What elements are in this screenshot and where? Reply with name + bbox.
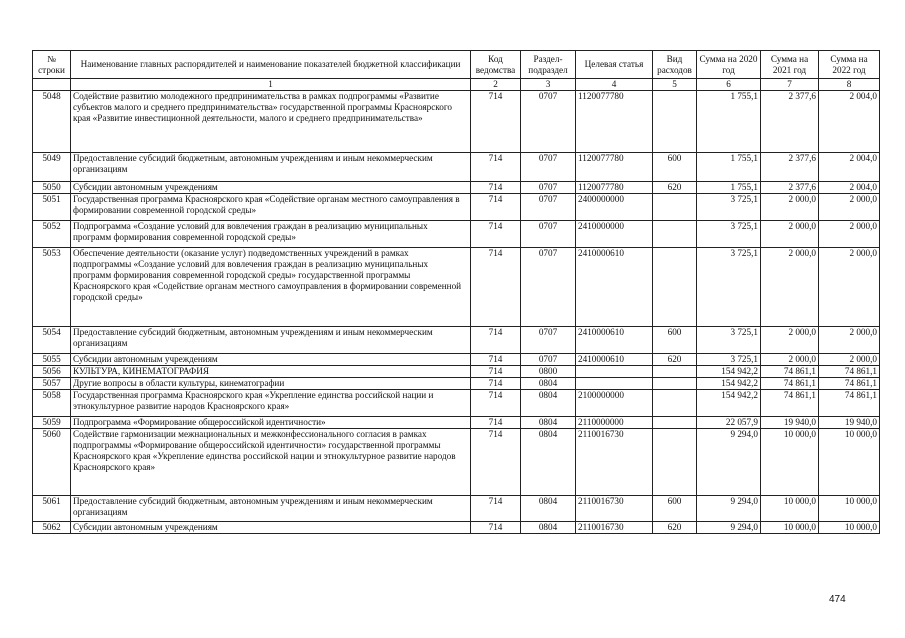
- row-exp-type: [653, 366, 697, 378]
- row-target: 2410000610: [576, 354, 653, 366]
- header-target: Целевая статья: [576, 51, 653, 79]
- table-row: [33, 194, 880, 221]
- row-dept-code: 714: [471, 182, 521, 194]
- row-sum-2022: 2 004,0: [819, 153, 880, 182]
- row-target: 2100000000: [576, 390, 653, 417]
- row-exp-type: 620: [653, 182, 697, 194]
- row-number: 5056: [33, 366, 71, 378]
- row-sum-2021: 10 000,0: [761, 429, 819, 496]
- row-sum-2021: 74 861,1: [761, 378, 819, 390]
- header-row: [33, 51, 880, 79]
- row-sum-2020: 3 725,1: [697, 194, 761, 221]
- col-num: 6: [697, 79, 761, 91]
- row-name: Подпрограмма «Создание условий для вовлечения граждан в реализацию муниципальных программ формирования современной городской среды»: [71, 221, 471, 248]
- row-target: 2410000610: [576, 248, 653, 327]
- row-target: 2110000000: [576, 417, 653, 429]
- row-number: 5049: [33, 153, 71, 182]
- row-sum-2022: 74 861,1: [819, 390, 880, 417]
- row-dept-code: 714: [471, 366, 521, 378]
- table-row: [33, 91, 880, 153]
- row-sum-2020: 3 725,1: [697, 248, 761, 327]
- header-section: Раздел-подраздел: [521, 51, 576, 79]
- row-sum-2022: 10 000,0: [819, 496, 880, 522]
- row-sum-2020: 3 725,1: [697, 221, 761, 248]
- table-row: [33, 496, 880, 522]
- row-target: 2110016730: [576, 496, 653, 522]
- header-sum-2021: Сумма на 2021 год: [761, 51, 819, 79]
- table-row: [33, 221, 880, 248]
- row-dept-code: 714: [471, 522, 521, 534]
- col-num: 1: [71, 79, 471, 91]
- row-sum-2022: 19 940,0: [819, 417, 880, 429]
- row-sum-2020: 9 294,0: [697, 522, 761, 534]
- row-sum-2021: 2 377,6: [761, 182, 819, 194]
- row-section: 0804: [521, 522, 576, 534]
- row-dept-code: 714: [471, 429, 521, 496]
- row-sum-2021: 19 940,0: [761, 417, 819, 429]
- row-section: 0707: [521, 327, 576, 354]
- row-number: 5053: [33, 248, 71, 327]
- row-exp-type: [653, 390, 697, 417]
- row-sum-2021: 10 000,0: [761, 522, 819, 534]
- row-sum-2020: 9 294,0: [697, 429, 761, 496]
- row-dept-code: 714: [471, 354, 521, 366]
- row-section: 0800: [521, 366, 576, 378]
- table-row: [33, 248, 880, 327]
- table-row: [33, 327, 880, 354]
- row-section: 0707: [521, 182, 576, 194]
- row-sum-2021: 2 000,0: [761, 354, 819, 366]
- row-number: 5057: [33, 378, 71, 390]
- row-number: 5054: [33, 327, 71, 354]
- row-sum-2020: 154 942,2: [697, 366, 761, 378]
- row-exp-type: [653, 194, 697, 221]
- col-num: 8: [819, 79, 880, 91]
- table-row: [33, 182, 880, 194]
- row-target: 1120077780: [576, 153, 653, 182]
- row-sum-2021: 2 000,0: [761, 327, 819, 354]
- row-number: 5051: [33, 194, 71, 221]
- row-name: Подпрограмма «Формирование общероссийской идентичности»: [71, 417, 471, 429]
- row-sum-2020: 3 725,1: [697, 327, 761, 354]
- row-name: Государственная программа Красноярского края «Содействие органам местного самоуправления в формировании современной городской среды»: [71, 194, 471, 221]
- header-exp-type: Вид расходов: [653, 51, 697, 79]
- col-num: 3: [521, 79, 576, 91]
- row-section: 0707: [521, 248, 576, 327]
- column-number-row: [33, 79, 880, 91]
- row-name: Субсидии автономным учреждениям: [71, 182, 471, 194]
- row-sum-2021: 2 377,6: [761, 153, 819, 182]
- row-sum-2021: 10 000,0: [761, 496, 819, 522]
- row-name: Субсидии автономным учреждениям: [71, 354, 471, 366]
- table-row: [33, 378, 880, 390]
- row-name: Другие вопросы в области культуры, кинематографии: [71, 378, 471, 390]
- table-row: [33, 354, 880, 366]
- row-sum-2022: 2 000,0: [819, 327, 880, 354]
- col-num: 7: [761, 79, 819, 91]
- row-sum-2020: 3 725,1: [697, 354, 761, 366]
- row-sum-2021: 74 861,1: [761, 366, 819, 378]
- row-exp-type: [653, 429, 697, 496]
- row-exp-type: 600: [653, 153, 697, 182]
- row-number: 5060: [33, 429, 71, 496]
- row-exp-type: [653, 378, 697, 390]
- row-sum-2020: 22 057,9: [697, 417, 761, 429]
- row-target: 2410000610: [576, 327, 653, 354]
- header-sum-2020: Сумма на 2020 год: [697, 51, 761, 79]
- row-section: 0804: [521, 378, 576, 390]
- row-target: [576, 378, 653, 390]
- row-name: Обеспечение деятельности (оказание услуг) подведомственных учреждений в рамках подпрограммы «Создание условий для вовлечения граждан в реализацию муниципальных программ формирования современной городской среды» государственной программы Красноярского края «Содействие органам местного самоуправления в формировании современной городской среды»: [71, 248, 471, 327]
- row-section: 0707: [521, 221, 576, 248]
- row-name: Предоставление субсидий бюджетным, автономным учреждениям и иным некоммерческим организациям: [71, 496, 471, 522]
- row-sum-2022: 2 000,0: [819, 194, 880, 221]
- row-name: Предоставление субсидий бюджетным, автономным учреждениям и иным некоммерческим организациям: [71, 327, 471, 354]
- col-num: [33, 79, 71, 91]
- row-exp-type: 600: [653, 327, 697, 354]
- row-number: 5048: [33, 91, 71, 153]
- row-dept-code: 714: [471, 221, 521, 248]
- header-sum-2022: Сумма на 2022 год: [819, 51, 880, 79]
- row-number: 5059: [33, 417, 71, 429]
- row-name: КУЛЬТУРА, КИНЕМАТОГРАФИЯ: [71, 366, 471, 378]
- row-number: 5052: [33, 221, 71, 248]
- row-name: Субсидии автономным учреждениям: [71, 522, 471, 534]
- row-name: Государственная программа Красноярского края «Укрепление единства российской нации и этнокультурное развитие народов Красноярского края»: [71, 390, 471, 417]
- col-num: 2: [471, 79, 521, 91]
- row-sum-2022: 2 004,0: [819, 182, 880, 194]
- row-section: 0804: [521, 390, 576, 417]
- col-num: 5: [653, 79, 697, 91]
- row-sum-2020: 1 755,1: [697, 153, 761, 182]
- row-section: 0804: [521, 417, 576, 429]
- row-sum-2020: 154 942,2: [697, 390, 761, 417]
- row-sum-2021: 2 000,0: [761, 248, 819, 327]
- header-row-no: № строки: [33, 51, 71, 79]
- row-sum-2022: 2 004,0: [819, 91, 880, 153]
- table-row: [33, 522, 880, 534]
- row-target: 2410000000: [576, 221, 653, 248]
- header-name: Наименование главных распорядителей и наименование показателей бюджетной классификации: [71, 51, 471, 79]
- row-sum-2021: 2 377,6: [761, 91, 819, 153]
- row-target: 1120077780: [576, 91, 653, 153]
- row-section: 0804: [521, 429, 576, 496]
- row-target: 2110016730: [576, 522, 653, 534]
- row-exp-type: [653, 221, 697, 248]
- row-exp-type: 620: [653, 522, 697, 534]
- row-number: 5050: [33, 182, 71, 194]
- row-name: Содействие развитию молодежного предпринимательства в рамках подпрограммы «Развитие субъектов малого и среднего предпринимательства» государственной программы Красноярского края «Развитие инвестиционной деятельности, малого и среднего предпринимательства»: [71, 91, 471, 153]
- row-number: 5058: [33, 390, 71, 417]
- row-section: 0804: [521, 496, 576, 522]
- row-number: 5055: [33, 354, 71, 366]
- row-sum-2021: 74 861,1: [761, 390, 819, 417]
- row-exp-type: [653, 248, 697, 327]
- row-dept-code: 714: [471, 378, 521, 390]
- budget-table: [32, 50, 880, 534]
- row-name: Предоставление субсидий бюджетным, автономным учреждениям и иным некоммерческим организациям: [71, 153, 471, 182]
- page-number: 474: [829, 594, 846, 605]
- row-exp-type: 620: [653, 354, 697, 366]
- row-target: 2110016730: [576, 429, 653, 496]
- row-dept-code: 714: [471, 248, 521, 327]
- row-sum-2022: 2 000,0: [819, 354, 880, 366]
- row-sum-2020: 1 755,1: [697, 182, 761, 194]
- row-sum-2020: 1 755,1: [697, 91, 761, 153]
- row-sum-2022: 10 000,0: [819, 522, 880, 534]
- row-sum-2020: 154 942,2: [697, 378, 761, 390]
- row-target: 1120077780: [576, 182, 653, 194]
- header-dept-code: Код ведомства: [471, 51, 521, 79]
- row-dept-code: 714: [471, 91, 521, 153]
- row-dept-code: 714: [471, 194, 521, 221]
- row-target: 2400000000: [576, 194, 653, 221]
- table-row: [33, 429, 880, 496]
- row-sum-2022: 10 000,0: [819, 429, 880, 496]
- row-number: 5062: [33, 522, 71, 534]
- row-sum-2022: 74 861,1: [819, 366, 880, 378]
- row-sum-2021: 2 000,0: [761, 194, 819, 221]
- table-row: [33, 153, 880, 182]
- row-dept-code: 714: [471, 417, 521, 429]
- row-sum-2022: 74 861,1: [819, 378, 880, 390]
- row-name: Содействие гармонизации межнациональных и межконфессионального согласия в рамках подпрограммы «Формирование общероссийской идентичности» государственной программы Красноярского края «Укрепление единства российской нации и этнокультурное развитие народов Красноярского края»: [71, 429, 471, 496]
- row-target: [576, 366, 653, 378]
- row-section: 0707: [521, 153, 576, 182]
- table-row: [33, 390, 880, 417]
- row-dept-code: 714: [471, 496, 521, 522]
- row-section: 0707: [521, 354, 576, 366]
- row-exp-type: [653, 91, 697, 153]
- row-number: 5061: [33, 496, 71, 522]
- row-sum-2020: 9 294,0: [697, 496, 761, 522]
- row-dept-code: 714: [471, 153, 521, 182]
- row-dept-code: 714: [471, 390, 521, 417]
- row-sum-2022: 2 000,0: [819, 221, 880, 248]
- row-exp-type: 600: [653, 496, 697, 522]
- row-section: 0707: [521, 194, 576, 221]
- row-exp-type: [653, 417, 697, 429]
- table-row: [33, 417, 880, 429]
- row-sum-2021: 2 000,0: [761, 221, 819, 248]
- col-num: 4: [576, 79, 653, 91]
- row-sum-2022: 2 000,0: [819, 248, 880, 327]
- row-section: 0707: [521, 91, 576, 153]
- table-row: [33, 366, 880, 378]
- row-dept-code: 714: [471, 327, 521, 354]
